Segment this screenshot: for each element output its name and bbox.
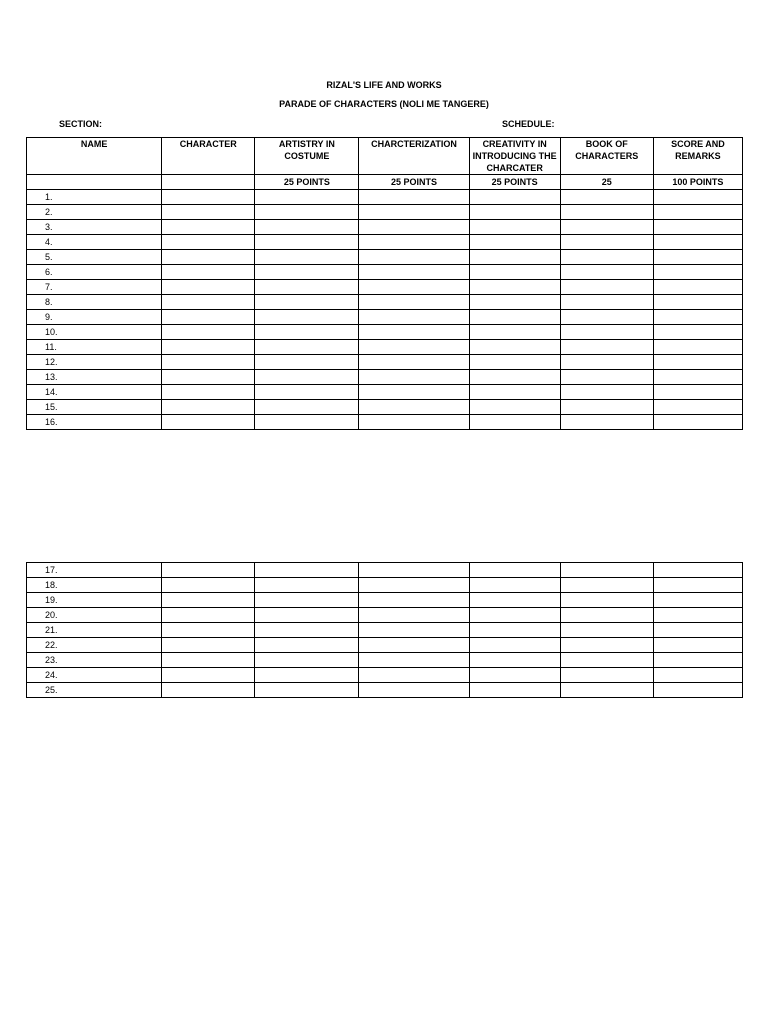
table-cell[interactable] [560, 668, 653, 683]
table-cell[interactable] [560, 683, 653, 698]
table-cell[interactable] [162, 578, 255, 593]
table-cell[interactable] [653, 265, 742, 280]
table-cell[interactable] [560, 220, 653, 235]
table-cell[interactable] [162, 220, 255, 235]
row-number: 24. [27, 668, 162, 683]
row-number: 11. [27, 340, 162, 355]
header-row [27, 138, 743, 175]
header-name: NAME [27, 138, 162, 175]
table-cell[interactable] [469, 385, 560, 400]
table-cell[interactable] [469, 415, 560, 430]
table-cell[interactable] [469, 370, 560, 385]
header-characterization: CHARCTERIZATION [359, 138, 469, 175]
table-cell[interactable] [359, 593, 469, 608]
table-cell[interactable] [560, 265, 653, 280]
table-cell[interactable] [255, 235, 359, 250]
table-row [27, 683, 743, 698]
table-cell[interactable] [560, 370, 653, 385]
table-cell[interactable] [469, 340, 560, 355]
table-cell[interactable] [255, 593, 359, 608]
table-row [27, 668, 743, 683]
table-cell[interactable] [560, 385, 653, 400]
row-number: 9. [27, 310, 162, 325]
table-cell[interactable] [255, 608, 359, 623]
row-number: 2. [27, 205, 162, 220]
table-row [27, 340, 743, 355]
table-row [27, 190, 743, 205]
table-cell[interactable] [469, 683, 560, 698]
table-cell[interactable] [359, 355, 469, 370]
row-number: 16. [27, 415, 162, 430]
table-cell[interactable] [560, 355, 653, 370]
table-cell[interactable] [255, 578, 359, 593]
table-row [27, 623, 743, 638]
table-cell[interactable] [359, 310, 469, 325]
table-cell[interactable] [255, 190, 359, 205]
section-label: SECTION: [59, 119, 103, 129]
header-artistry: ARTISTRY IN COSTUME [255, 138, 359, 175]
table-row [27, 220, 743, 235]
table-cell[interactable] [255, 415, 359, 430]
table-cell[interactable] [359, 280, 469, 295]
table-cell[interactable] [653, 355, 742, 370]
table-cell[interactable] [653, 280, 742, 295]
table-cell[interactable] [255, 310, 359, 325]
table-cell[interactable] [560, 295, 653, 310]
table-cell[interactable] [255, 668, 359, 683]
table-cell[interactable] [162, 370, 255, 385]
table-cell[interactable] [469, 295, 560, 310]
table-cell[interactable] [255, 683, 359, 698]
table-cell[interactable] [469, 593, 560, 608]
table-cell[interactable] [653, 340, 742, 355]
table-cell[interactable] [162, 190, 255, 205]
table-cell[interactable] [359, 250, 469, 265]
table-row [27, 385, 743, 400]
table-cell[interactable] [359, 265, 469, 280]
table-cell[interactable] [469, 578, 560, 593]
table-cell[interactable] [255, 400, 359, 415]
table-cell[interactable] [162, 638, 255, 653]
table-cell[interactable] [653, 310, 742, 325]
table-cell[interactable] [469, 623, 560, 638]
table-cell[interactable] [560, 205, 653, 220]
points-cell [27, 175, 162, 190]
table-cell[interactable] [560, 593, 653, 608]
table-row [27, 638, 743, 653]
row-number: 23. [27, 653, 162, 668]
table-row [27, 578, 743, 593]
points-cell: 25 POINTS [359, 175, 469, 190]
table-cell[interactable] [653, 325, 742, 340]
table-cell[interactable] [469, 563, 560, 578]
points-row [27, 175, 743, 190]
table-cell[interactable] [359, 578, 469, 593]
table-cell[interactable] [162, 668, 255, 683]
points-cell: 25 POINTS [255, 175, 359, 190]
row-number: 5. [27, 250, 162, 265]
table-cell[interactable] [653, 190, 742, 205]
table-cell[interactable] [653, 608, 742, 623]
table-cell[interactable] [653, 295, 742, 310]
row-number: 8. [27, 295, 162, 310]
table-cell[interactable] [653, 235, 742, 250]
table-cell[interactable] [162, 593, 255, 608]
table-cell[interactable] [653, 370, 742, 385]
table-cell[interactable] [560, 415, 653, 430]
row-number: 15. [27, 400, 162, 415]
table-cell[interactable] [560, 638, 653, 653]
table-cell[interactable] [469, 310, 560, 325]
table-cell[interactable] [469, 608, 560, 623]
table-row [27, 310, 743, 325]
table-cell[interactable] [255, 638, 359, 653]
points-cell: 25 [560, 175, 653, 190]
table-cell[interactable] [469, 355, 560, 370]
row-number: 19. [27, 593, 162, 608]
table-cell[interactable] [162, 415, 255, 430]
table-cell[interactable] [359, 385, 469, 400]
table-cell[interactable] [560, 608, 653, 623]
score-table-part2 [26, 562, 743, 698]
document-subtitle: PARADE OF CHARACTERS (NOLI ME TANGERE) [279, 99, 489, 109]
schedule-label: SCHEDULE: [502, 119, 555, 129]
table-row [27, 563, 743, 578]
table-row [27, 280, 743, 295]
table-cell[interactable] [162, 683, 255, 698]
document-title: RIZAL'S LIFE AND WORKS [326, 80, 442, 90]
row-number: 3. [27, 220, 162, 235]
table-cell[interactable] [359, 235, 469, 250]
table-cell[interactable] [469, 638, 560, 653]
table-cell[interactable] [359, 220, 469, 235]
table-row [27, 370, 743, 385]
table-cell[interactable] [255, 265, 359, 280]
table-cell[interactable] [359, 668, 469, 683]
table-row [27, 355, 743, 370]
row-number: 6. [27, 265, 162, 280]
table-row [27, 415, 743, 430]
table-cell[interactable] [359, 370, 469, 385]
row-number: 18. [27, 578, 162, 593]
table-cell[interactable] [469, 220, 560, 235]
table-cell[interactable] [560, 653, 653, 668]
table-cell[interactable] [162, 310, 255, 325]
table-row [27, 205, 743, 220]
table-cell[interactable] [359, 653, 469, 668]
table-cell[interactable] [255, 250, 359, 265]
points-cell [162, 175, 255, 190]
table-cell[interactable] [255, 623, 359, 638]
table-cell[interactable] [469, 205, 560, 220]
table-cell[interactable] [359, 563, 469, 578]
table-cell[interactable] [469, 668, 560, 683]
table-cell[interactable] [255, 563, 359, 578]
table-cell[interactable] [560, 578, 653, 593]
row-number: 22. [27, 638, 162, 653]
table-cell[interactable] [560, 280, 653, 295]
table-cell[interactable] [560, 325, 653, 340]
table-cell[interactable] [469, 265, 560, 280]
table-cell[interactable] [359, 325, 469, 340]
row-number: 13. [27, 370, 162, 385]
table-cell[interactable] [560, 563, 653, 578]
table-cell[interactable] [653, 415, 742, 430]
table-cell[interactable] [359, 295, 469, 310]
table-cell[interactable] [653, 220, 742, 235]
table-cell[interactable] [653, 385, 742, 400]
row-number: 14. [27, 385, 162, 400]
table-cell[interactable] [162, 355, 255, 370]
row-number: 7. [27, 280, 162, 295]
table-cell[interactable] [560, 235, 653, 250]
points-cell: 100 POINTS [653, 175, 742, 190]
row-number: 21. [27, 623, 162, 638]
table-cell[interactable] [653, 205, 742, 220]
table-row [27, 400, 743, 415]
table-cell[interactable] [359, 340, 469, 355]
table-row [27, 265, 743, 280]
table-cell[interactable] [653, 623, 742, 638]
table-cell[interactable] [469, 280, 560, 295]
table-cell[interactable] [255, 385, 359, 400]
table-cell[interactable] [560, 623, 653, 638]
header-book: BOOK OF CHARACTERS [560, 138, 653, 175]
table-cell[interactable] [469, 325, 560, 340]
row-number: 4. [27, 235, 162, 250]
table-cell[interactable] [255, 355, 359, 370]
row-number: 25. [27, 683, 162, 698]
table-cell[interactable] [359, 638, 469, 653]
header-character: CHARACTER [162, 138, 255, 175]
row-number: 1. [27, 190, 162, 205]
table-cell[interactable] [359, 190, 469, 205]
table-cell[interactable] [162, 205, 255, 220]
table-cell[interactable] [469, 653, 560, 668]
table-cell[interactable] [162, 385, 255, 400]
table-row [27, 593, 743, 608]
table-cell[interactable] [162, 325, 255, 340]
table-cell[interactable] [653, 563, 742, 578]
table-cell[interactable] [162, 563, 255, 578]
table-cell[interactable] [255, 295, 359, 310]
table-cell[interactable] [359, 623, 469, 638]
table-cell[interactable] [469, 190, 560, 205]
table-cell[interactable] [359, 683, 469, 698]
table-cell[interactable] [162, 653, 255, 668]
table-row [27, 250, 743, 265]
table-cell[interactable] [162, 295, 255, 310]
table-cell[interactable] [653, 250, 742, 265]
table-cell[interactable] [560, 340, 653, 355]
table-cell[interactable] [653, 638, 742, 653]
table-cell[interactable] [469, 235, 560, 250]
table-cell[interactable] [359, 415, 469, 430]
table-row [27, 325, 743, 340]
table-cell[interactable] [255, 280, 359, 295]
table-cell[interactable] [255, 340, 359, 355]
table-cell[interactable] [653, 578, 742, 593]
header-score: SCORE AND REMARKS [653, 138, 742, 175]
table-cell[interactable] [653, 653, 742, 668]
table-cell[interactable] [653, 593, 742, 608]
table-cell[interactable] [469, 250, 560, 265]
table-cell[interactable] [255, 220, 359, 235]
table-cell[interactable] [162, 250, 255, 265]
table-cell[interactable] [653, 683, 742, 698]
table-cell[interactable] [162, 265, 255, 280]
table-cell[interactable] [469, 400, 560, 415]
table-cell[interactable] [359, 608, 469, 623]
table-cell[interactable] [560, 190, 653, 205]
table-cell[interactable] [560, 400, 653, 415]
score-table-part1 [26, 137, 743, 430]
table-cell[interactable] [255, 325, 359, 340]
row-number: 12. [27, 355, 162, 370]
table-row [27, 295, 743, 310]
row-number: 20. [27, 608, 162, 623]
table-row [27, 653, 743, 668]
table-cell[interactable] [162, 235, 255, 250]
row-number: 17. [27, 563, 162, 578]
table-cell[interactable] [255, 205, 359, 220]
table-row [27, 235, 743, 250]
table-cell[interactable] [359, 400, 469, 415]
table-cell[interactable] [162, 400, 255, 415]
table-cell[interactable] [560, 310, 653, 325]
table-cell[interactable] [653, 668, 742, 683]
header-creativity: CREATIVITY IN INTRODUCING THE CHARCATER [469, 138, 560, 175]
table-cell[interactable] [255, 370, 359, 385]
table-cell[interactable] [560, 250, 653, 265]
table-cell[interactable] [653, 400, 742, 415]
table-cell[interactable] [255, 653, 359, 668]
table-cell[interactable] [359, 205, 469, 220]
table-cell[interactable] [162, 608, 255, 623]
table-cell[interactable] [162, 280, 255, 295]
points-cell: 25 POINTS [469, 175, 560, 190]
row-number: 10. [27, 325, 162, 340]
table-cell[interactable] [162, 340, 255, 355]
table-row [27, 608, 743, 623]
table-cell[interactable] [162, 623, 255, 638]
